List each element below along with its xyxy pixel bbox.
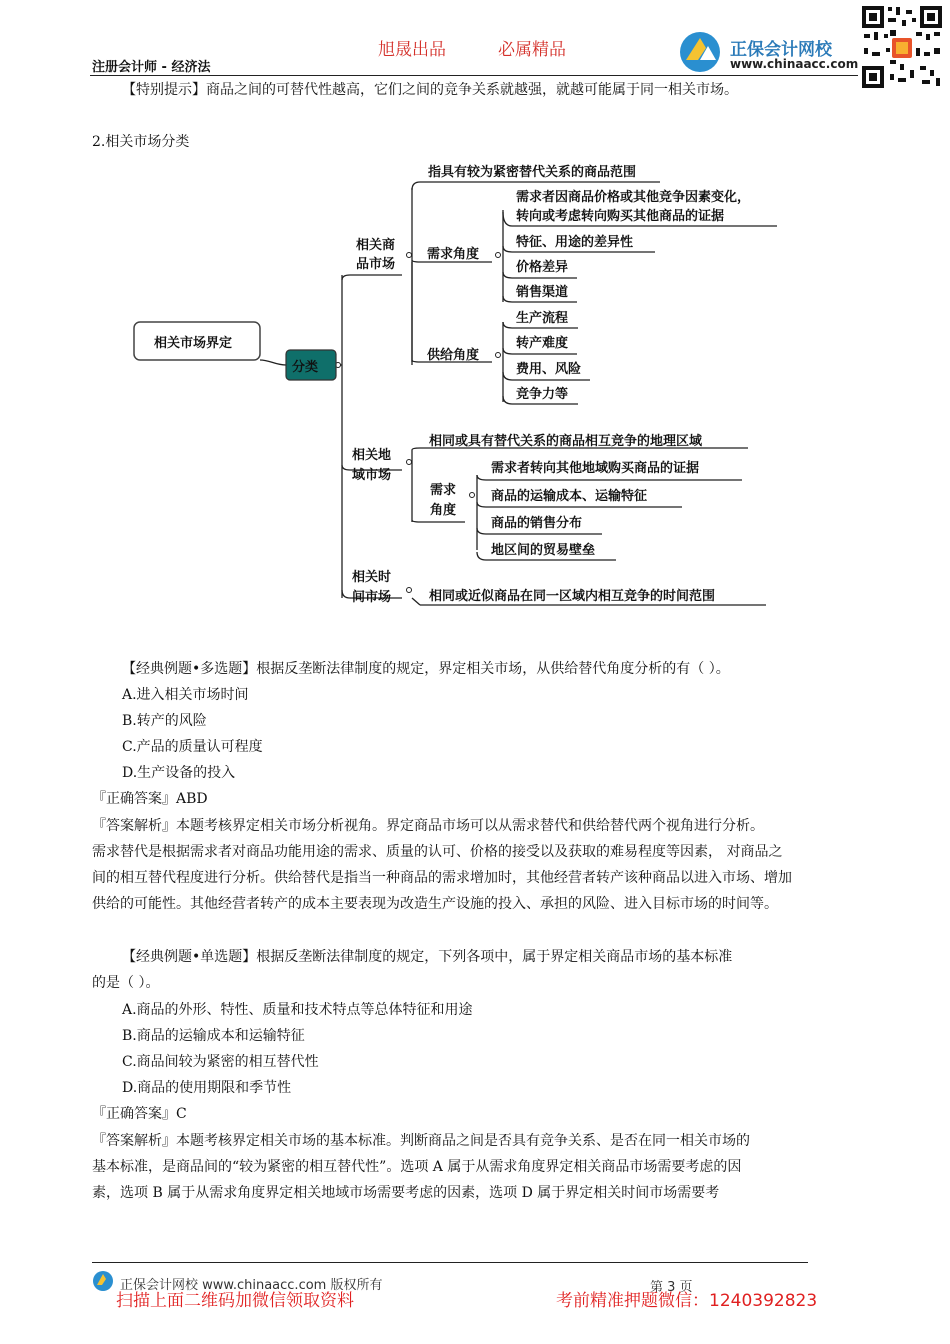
time-market-definition: 相同或近似商品在同一区域内相互竞争的时间范围 xyxy=(429,589,716,604)
product-demand-item: 价格差异 xyxy=(516,260,569,275)
q2-stem-line1: 【经典例题•单选题】根据反垄断法律制度的规定，下列各项中，属于界定相关商品市场的基本标准 xyxy=(122,949,733,965)
time-market-label-2: 间市场 xyxy=(352,590,392,605)
q1-analysis-line: 需求替代是根据需求者对商品功能用途的需求、质量的认可、价格的接受以及获取的难易程度等因素， 对商品之 xyxy=(92,844,783,860)
doc-subject-header: 注册会计师 - 经济法 xyxy=(92,60,211,75)
footer-page-number: 第 3 页 xyxy=(650,1280,693,1295)
footer-promo-left: 扫描上面二维码加微信领取资料 xyxy=(116,1291,354,1311)
product-demand-evidence-2: 转向或考虑转向购买其他商品的证据 xyxy=(516,209,725,224)
footer-promo-right: 考前精准押题微信：1240392823 xyxy=(556,1291,818,1311)
footer-logo-icon xyxy=(92,1270,114,1292)
geo-demand-label-1: 需求 xyxy=(430,483,457,498)
footer-divider xyxy=(92,1262,808,1263)
special-tip: 【特别提示】商品之间的可替代性越高，它们之间的竞争关系就越强，就越可能属于同一相关市场。 xyxy=(122,82,738,98)
q2-analysis-line: 基本标准，是商品间的“较为紧密的相互替代性”。选项 A 属于从需求角度界定相关商品市场需要考虑的因 xyxy=(92,1159,742,1175)
q2-option: B.商品的运输成本和运输特征 xyxy=(122,1028,305,1044)
product-demand-label: 需求角度 xyxy=(427,247,480,262)
slogan-1: 旭晟出品 xyxy=(378,40,446,60)
q2-option: A.商品的外形、特性、质量和技术特点等总体特征和用途 xyxy=(122,1002,473,1018)
mindmap-hub: 分类 xyxy=(292,360,319,375)
product-supply-item: 竞争力等 xyxy=(516,387,569,402)
geo-demand-label-2: 角度 xyxy=(430,503,457,518)
geo-demand-item: 地区间的贸易壁垒 xyxy=(491,543,596,558)
time-market-label-1: 相关时 xyxy=(352,570,392,585)
product-market-label-1: 相关商 xyxy=(356,238,396,253)
q2-option: C.商品间较为紧密的相互替代性 xyxy=(122,1054,319,1070)
header-divider xyxy=(90,75,858,76)
geo-market-definition: 相同或具有替代关系的商品相互竞争的地理区域 xyxy=(429,434,703,449)
q1-analysis-line: 『答案解析』本题考核界定相关市场分析视角。界定商品市场可以从需求替代和供给替代两个视角进行分析。 xyxy=(92,818,764,834)
section-title: 2.相关市场分类 xyxy=(92,134,190,150)
brand-url: www.chinaacc.com xyxy=(730,57,859,71)
geo-demand-item: 需求者转向其他地域购买商品的证据 xyxy=(491,461,700,476)
mindmap-diagram xyxy=(120,150,800,620)
product-market-definition: 指具有较为紧密替代关系的商品范围 xyxy=(428,165,637,180)
product-supply-item: 转产难度 xyxy=(516,336,569,351)
q2-analysis-line: 『答案解析』本题考核界定相关市场的基本标准。判断商品之间是否具有竞争关系、是否在同一相关市场的 xyxy=(92,1133,750,1149)
brand-logo-icon xyxy=(676,30,726,74)
geo-demand-item: 商品的运输成本、运输特征 xyxy=(491,489,648,504)
q2-answer: 『正确答案』C xyxy=(92,1106,187,1122)
product-demand-item: 销售渠道 xyxy=(516,285,569,300)
q1-option: D.生产设备的投入 xyxy=(122,765,236,781)
product-supply-item: 生产流程 xyxy=(516,311,569,326)
geo-market-label-1: 相关地 xyxy=(352,448,392,463)
product-supply-label: 供给角度 xyxy=(427,348,480,363)
q1-analysis-line: 供给的可能性。其他经营者转产的成本主要表现为改造生产设施的投入、承担的风险、进入目标市场的时间等。 xyxy=(92,896,778,912)
q1-analysis-line: 间的相互替代程度进行分析。供给替代是指当一种商品的需求增加时，其他经营者转产该种商品以进入市场、增加 xyxy=(92,870,792,886)
footer-copyright: 正保会计网校 www.chinaacc.com 版权所有 xyxy=(120,1278,383,1293)
qr-code-icon xyxy=(860,4,944,90)
mindmap-root: 相关市场界定 xyxy=(154,336,233,351)
q2-option: D.商品的使用期限和季节性 xyxy=(122,1080,292,1096)
product-market-label-2: 品市场 xyxy=(356,257,396,272)
product-demand-item: 特征、用途的差异性 xyxy=(516,235,634,250)
q1-stem: 【经典例题•多选题】根据反垄断法律制度的规定，界定相关市场，从供给替代角度分析的有（ ）。 xyxy=(122,661,730,677)
q1-option: A.进入相关市场时间 xyxy=(122,687,249,703)
q2-stem-line2: 的是（ ）。 xyxy=(92,975,160,991)
geo-demand-item: 商品的销售分布 xyxy=(491,516,583,531)
q1-option: B.转产的风险 xyxy=(122,713,207,729)
q1-answer: 『正确答案』ABD xyxy=(92,791,208,807)
brand-name: 正保会计网校 xyxy=(730,40,832,60)
q2-analysis-line: 素，选项 B 属于从需求角度界定相关地域市场需要考虑的因素，选项 D 属于界定相关时间市场需要考 xyxy=(92,1185,720,1201)
slogan-2: 必属精品 xyxy=(498,40,566,60)
geo-market-label-2: 域市场 xyxy=(352,468,392,483)
product-demand-evidence-1: 需求者因商品价格或其他竞争因素变化， xyxy=(516,190,751,205)
product-supply-item: 费用、风险 xyxy=(516,362,582,377)
q1-option: C.产品的质量认可程度 xyxy=(122,739,263,755)
